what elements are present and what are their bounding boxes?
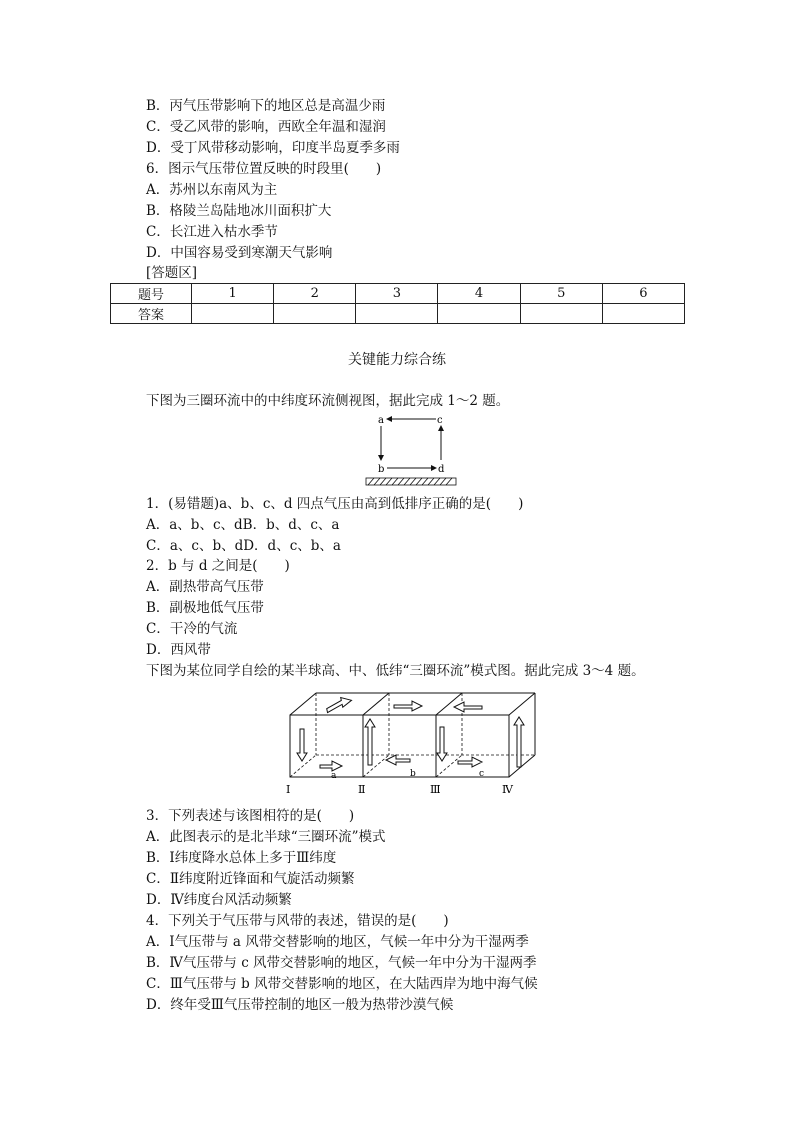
top-arrow-2 xyxy=(394,701,422,711)
bottom-arrow-c xyxy=(458,757,482,767)
answer-input-cell[interactable] xyxy=(192,304,274,324)
label-a: a xyxy=(331,771,337,781)
question-6: 6．图示气压带位置反映的时段里( ) xyxy=(146,161,382,177)
answer-table xyxy=(110,283,685,324)
label-b: b xyxy=(378,464,385,475)
option-line: A．a、b、c、dB．b、d、c、a xyxy=(146,517,340,533)
option-line: D．终年受Ⅲ气压带控制的地区一般为热带沙漠气候 xyxy=(146,997,454,1013)
answer-input-cell[interactable] xyxy=(602,304,684,324)
text-line: C．受乙风带的影响，西欧全年温和湿润 xyxy=(146,119,386,135)
answer-area-label: [答题区] xyxy=(146,265,198,281)
label-II: Ⅱ xyxy=(358,783,366,796)
table-header-cell: 答案 xyxy=(111,304,192,324)
question-4: 4．下列关于气压带与风带的表述，错误的是( ) xyxy=(146,913,449,929)
label-a: a xyxy=(378,415,384,426)
table-row xyxy=(111,304,685,324)
option-line: C．a、c、b、dD．d、c、b、a xyxy=(146,538,341,554)
question-1: 1．(易错题)a、b、c、d 四点气压由高到低排序正确的是( ) xyxy=(146,496,524,512)
table-row xyxy=(111,284,685,304)
question-3: 3．下列表述与该图相符的是( ) xyxy=(146,808,355,824)
table-cell: 6 xyxy=(602,284,684,304)
intro-text: 下图为某位同学自绘的某半球高、中、低纬“三圈环流”模式图。据此完成 3～4 题。 xyxy=(146,663,645,679)
option-line: A．苏州以东南风为主 xyxy=(146,182,278,198)
question-2: 2．b 与 d 之间是( ) xyxy=(146,558,290,574)
up-arrow-II xyxy=(365,719,375,765)
option-line: B．副极地低气压带 xyxy=(146,600,264,616)
option-line: D．中国容易受到寒潮天气影响 xyxy=(146,245,333,261)
circulation-figure-1 xyxy=(360,410,470,490)
down-arrow-I xyxy=(297,729,307,761)
table-cell: 2 xyxy=(274,284,356,304)
answer-input-cell[interactable] xyxy=(274,304,356,324)
label-d: d xyxy=(438,464,445,475)
answer-input-cell[interactable] xyxy=(356,304,438,324)
top-arrow-3 xyxy=(454,702,482,712)
answer-input-cell[interactable] xyxy=(438,304,520,324)
option-line: C．长江进入枯水季节 xyxy=(146,224,278,240)
text-line: D．受丁风带移动影响，印度半岛夏季多雨 xyxy=(146,140,400,156)
table-cell: 1 xyxy=(192,284,274,304)
down-arrow-III xyxy=(437,727,447,761)
option-line: A．此图表示的是北半球“三圈环流”模式 xyxy=(146,829,386,845)
label-c: c xyxy=(479,769,485,779)
circulation-figure-2 xyxy=(280,685,550,800)
label-IV: Ⅳ xyxy=(502,783,513,796)
option-line: C．Ⅲ气压带与 b 风带交替影响的地区，在大陆西岸为地中海气候 xyxy=(146,976,538,992)
option-line: C．干冷的气流 xyxy=(146,621,238,637)
section-title: 关键能力综合练 xyxy=(348,352,446,368)
option-line: D．Ⅳ纬度台风活动频繁 xyxy=(146,892,292,908)
bottom-arrow-a xyxy=(320,761,342,771)
intro-text: 下图为三圈环流中的中纬度环流侧视图，据此完成 1～2 题。 xyxy=(146,393,510,409)
option-line: B．格陵兰岛陆地冰川面积扩大 xyxy=(146,203,332,219)
option-line: A．Ⅰ气压带与 a 风带交替影响的地区，气候一年中分为干湿两季 xyxy=(146,934,529,950)
ground-hatch xyxy=(366,478,456,485)
table-cell: 3 xyxy=(356,284,438,304)
option-line: B．Ⅰ纬度降水总体上多于Ⅲ纬度 xyxy=(146,850,337,866)
option-line: B．Ⅳ气压带与 c 风带交替影响的地区，气候一年中分为干湿两季 xyxy=(146,955,537,971)
option-line: A．副热带高气压带 xyxy=(146,579,264,595)
option-line: C．Ⅱ纬度附近锋面和气旋活动频繁 xyxy=(146,871,355,887)
answer-input-cell[interactable] xyxy=(520,304,602,324)
label-c: c xyxy=(437,415,443,426)
up-arrow-IV xyxy=(514,717,524,767)
table-header-cell: 题号 xyxy=(111,284,192,304)
bottom-arrow-b xyxy=(386,755,410,765)
label-III: Ⅲ xyxy=(430,783,441,796)
text-line: B．丙气压带影响下的地区总是高温少雨 xyxy=(146,98,386,114)
table-cell: 5 xyxy=(520,284,602,304)
top-arrow-1 xyxy=(325,695,353,712)
label-I: Ⅰ xyxy=(286,783,291,796)
label-b: b xyxy=(410,769,416,779)
option-line: D．西风带 xyxy=(146,642,211,658)
table-cell: 4 xyxy=(438,284,520,304)
